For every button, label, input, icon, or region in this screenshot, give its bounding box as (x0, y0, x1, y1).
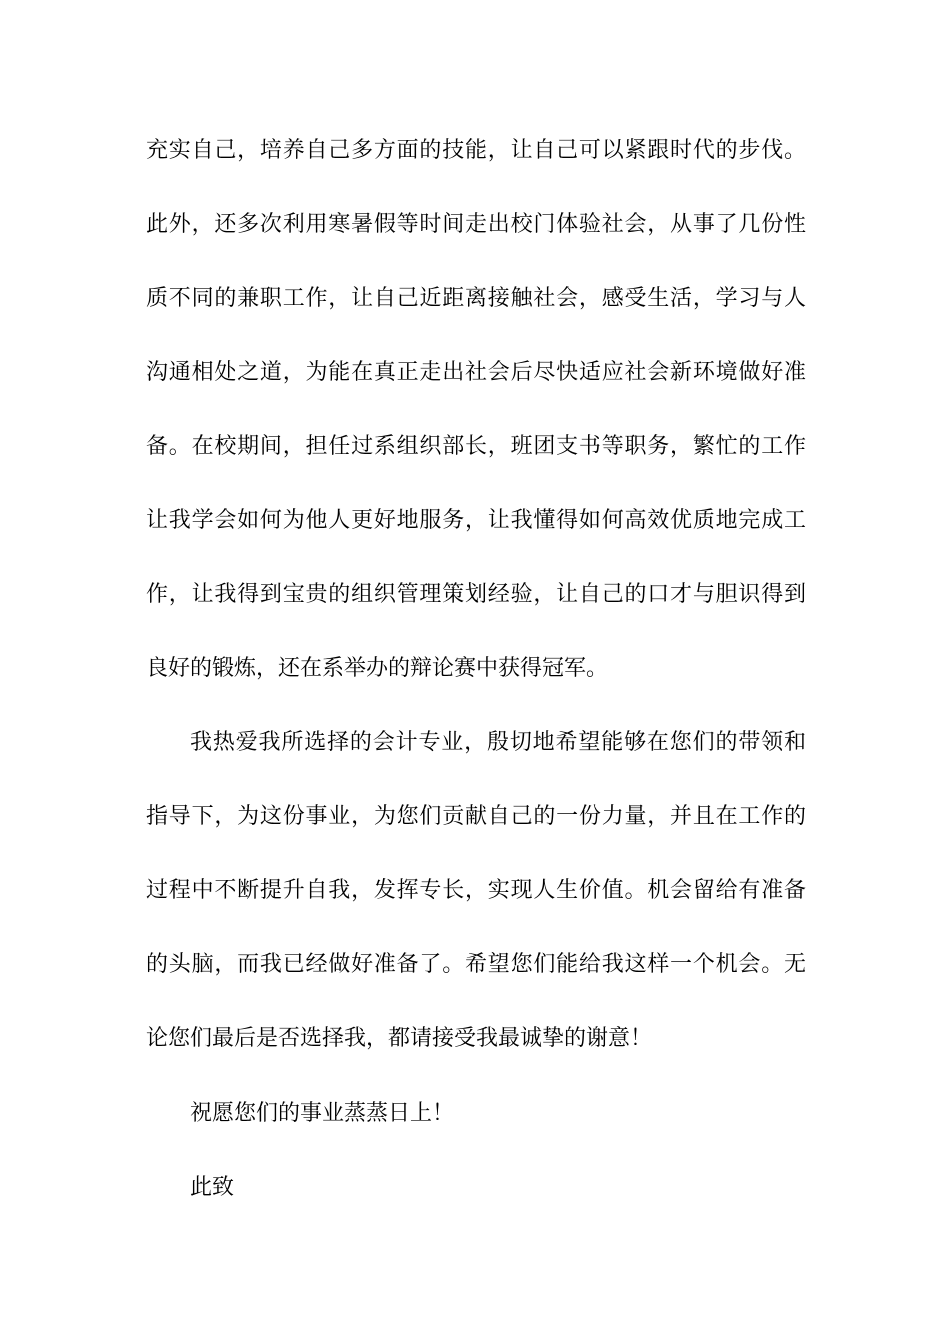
body-text-line: 让我学会如何为他人更好地服务，让我懂得如何高效优质地完成工 (146, 508, 806, 533)
body-text-line: 论您们最后是否选择我，都请接受我最诚挚的谢意！ (146, 1026, 653, 1051)
body-text-line: 充实自己，培养自己多方面的技能，让自己可以紧跟时代的步伐。 (146, 138, 806, 163)
body-text-line: 的头脑，而我已经做好准备了。希望您们能给我这样一个机会。无 (146, 952, 806, 977)
paragraph-first-line: 我热爱我所选择的会计专业，殷切地希望能够在您们的带领和 (190, 730, 806, 755)
body-text-line: 沟通相处之道，为能在真正走出社会后尽快适应社会新环境做好准 (146, 360, 806, 385)
body-text-line: 备。在校期间，担任过系组织部长，班团支书等职务，繁忙的工作 (146, 434, 806, 459)
closing-wish: 祝愿您们的事业蒸蒸日上！ (190, 1101, 455, 1126)
body-text-line: 良好的锻炼，还在系举办的辩论赛中获得冠军。 (146, 656, 609, 681)
body-text-line: 此外，还多次利用寒暑假等时间走出校门体验社会，从事了几份性 (146, 212, 806, 237)
body-text-line: 过程中不断提升自我，发挥专长，实现人生价值。机会留给有准备 (146, 878, 806, 903)
body-text-line: 指导下，为这份事业，为您们贡献自己的一份力量，并且在工作的 (146, 804, 806, 829)
body-text-line: 作，让我得到宝贵的组织管理策划经验，让自己的口才与胆识得到 (146, 582, 806, 607)
closing-salutation: 此致 (190, 1175, 235, 1200)
body-text-line: 质不同的兼职工作，让自己近距离接触社会，感受生活，学习与人 (146, 286, 806, 311)
